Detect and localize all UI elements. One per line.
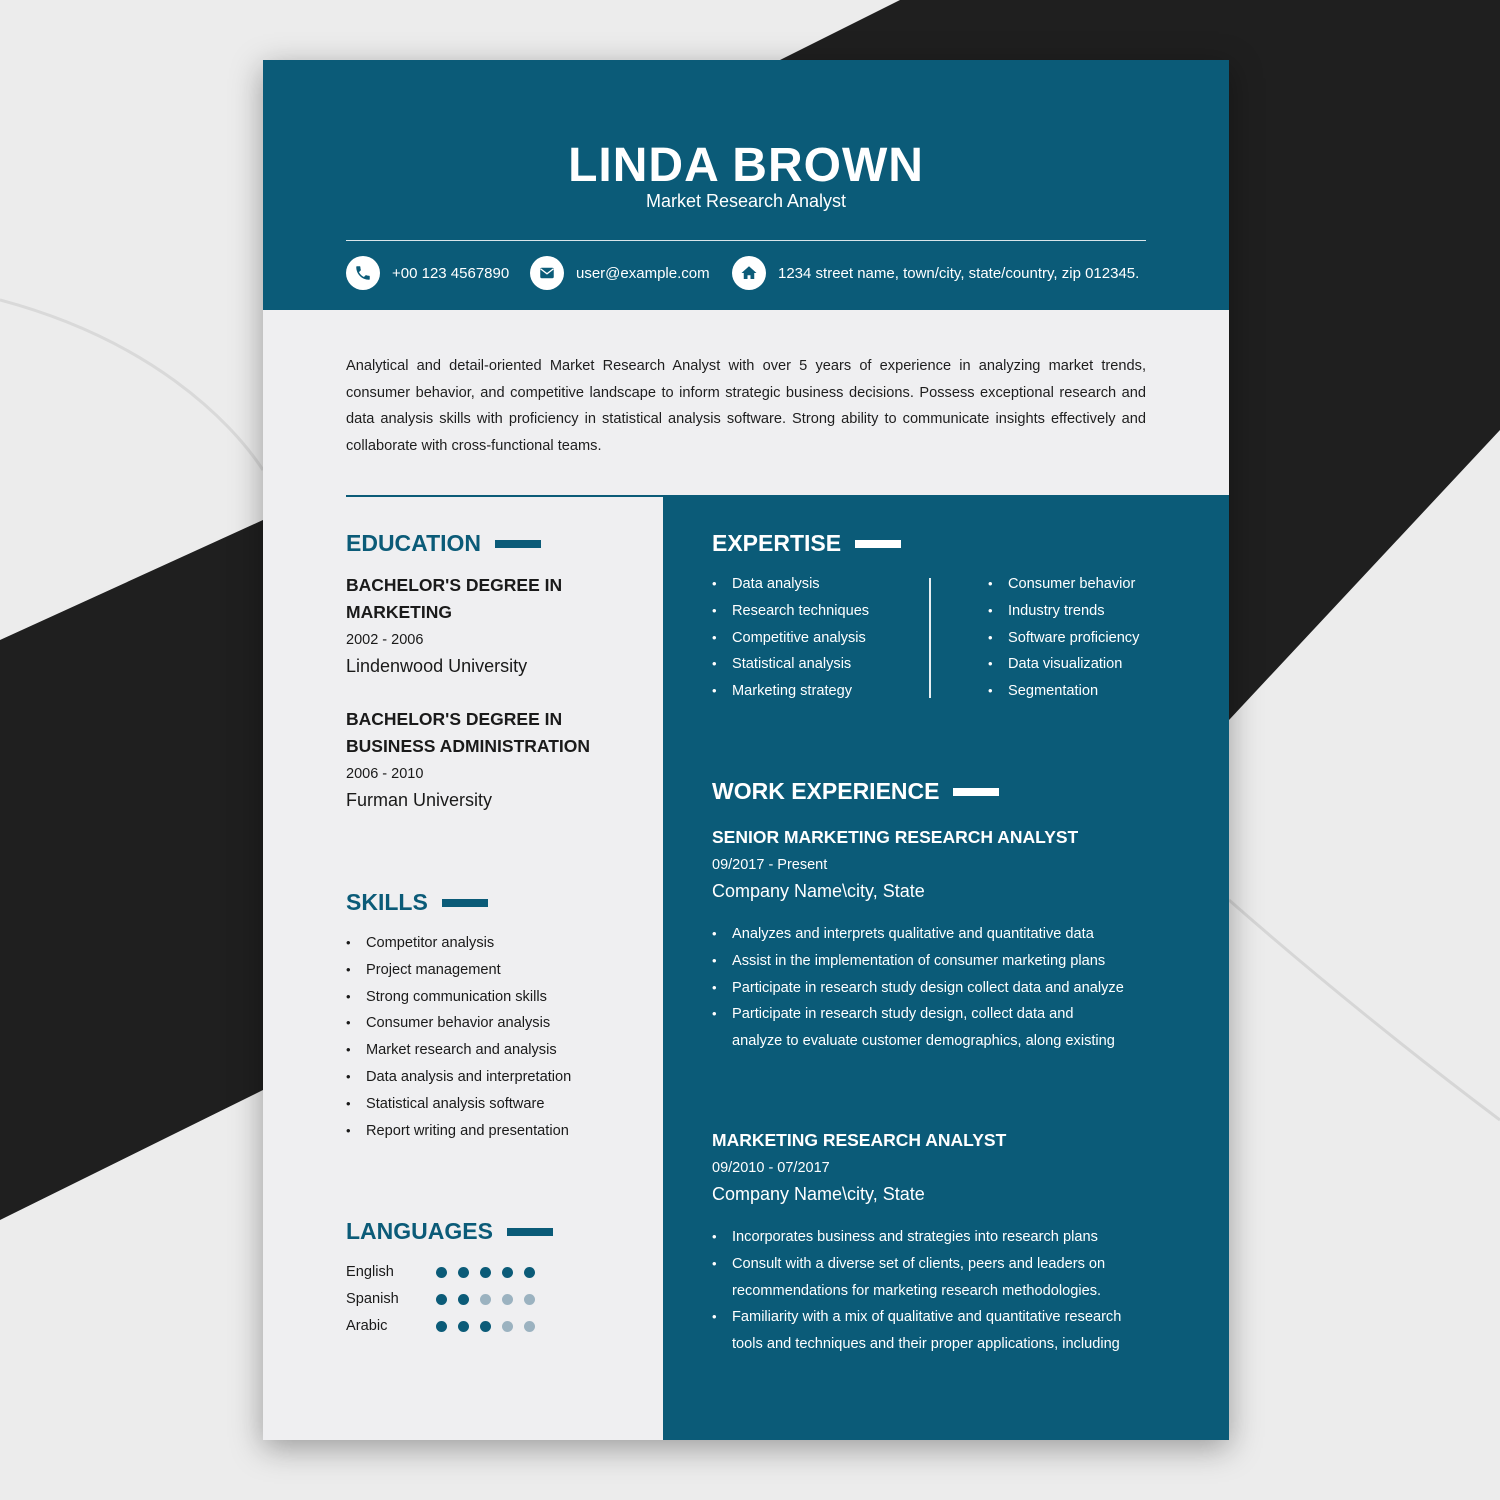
heading-accent-bar [495, 540, 541, 548]
skills-list [346, 930, 571, 1144]
rating-dot-filled [524, 1267, 535, 1278]
rating-dot-filled [458, 1294, 469, 1305]
contact-email[interactable] [530, 256, 710, 290]
job-duty-continuation: analyze to evaluate customer demographics, along existing [732, 1033, 1115, 1049]
job-title: SENIOR MARKETING RESEARCH ANALYST [712, 827, 1079, 847]
rating-dot-filled [436, 1294, 447, 1305]
home-icon [732, 256, 766, 290]
language-rating [436, 1294, 546, 1305]
heading-accent-bar [953, 788, 999, 796]
list-item: • Incorporates business and strategies into research plans [712, 1224, 1105, 1251]
rating-dot-filled [458, 1267, 469, 1278]
list-item: • Statistical analysis [712, 651, 869, 678]
list-item: • Competitor analysis [346, 930, 571, 957]
degree-years: 2002 - 2006 [346, 632, 424, 648]
address-text: 1234 street name, town/city, state/country, zip 012345. [778, 264, 1140, 282]
heading-accent-bar [507, 1228, 553, 1236]
rating-dot-filled [458, 1321, 469, 1332]
list-item: • Consult with a diverse set of clients, peers and leaders on [712, 1251, 1105, 1278]
degree-years: 2006 - 2010 [346, 766, 424, 782]
resume-page [263, 60, 1229, 1440]
rating-dot-filled [480, 1321, 491, 1332]
school-name: Furman University [346, 790, 493, 810]
job-company: Company Name\city, State [712, 1184, 925, 1204]
list-item: • Project management [346, 957, 571, 984]
language-name: Arabic [346, 1318, 388, 1334]
contact-address[interactable] [732, 256, 1139, 290]
degree-line: BACHELOR'S DEGREE IN [346, 709, 563, 729]
candidate-title: Market Research Analyst [645, 191, 847, 211]
job-duty-continuation: recommendations for marketing research methodologies. [732, 1282, 1102, 1299]
job-duty-continuation: tools and techniques and their proper applications, including [732, 1336, 1120, 1353]
candidate-name: LINDA BROWN [568, 139, 924, 192]
language-name: Spanish [346, 1291, 399, 1307]
rating-dot-empty [502, 1321, 513, 1332]
list-item: • Consumer behavior analysis [346, 1010, 571, 1037]
list-item: • Competitive analysis [712, 625, 869, 652]
job-title: MARKETING RESEARCH ANALYST [712, 1130, 1007, 1150]
job-dates: 09/2010 - 07/2017 [712, 1160, 830, 1176]
rating-dot-empty [480, 1294, 491, 1305]
education-heading [346, 530, 541, 557]
list-item: • Strong communication skills [346, 984, 571, 1011]
rating-dot-empty [502, 1294, 513, 1305]
language-rating [436, 1321, 546, 1332]
envelope-icon [530, 256, 564, 290]
expertise-list-right [988, 571, 1139, 705]
list-item: • Segmentation [988, 678, 1139, 705]
rating-dot-filled [436, 1267, 447, 1278]
job-company: Company Name\city, State [712, 881, 925, 901]
list-item: • Data analysis [712, 571, 869, 598]
school-name: Lindenwood University [346, 656, 528, 676]
resume-header [263, 60, 1229, 310]
degree-title [346, 572, 562, 626]
list-item: • Data analysis and interpretation [346, 1064, 571, 1091]
list-item: • Analyzes and interprets qualitative and quantitative data [712, 921, 1124, 948]
job-dates: 09/2017 - Present [712, 857, 828, 873]
left-column-rule [346, 495, 663, 497]
job-duties [712, 921, 1124, 1028]
list-item: • Software proficiency [988, 625, 1139, 652]
degree-line: BACHELOR'S DEGREE IN [346, 575, 563, 595]
degree-title [346, 706, 590, 760]
list-item: • Report writing and presentation [346, 1118, 571, 1145]
rating-dot-filled [502, 1267, 513, 1278]
rating-dot-empty [524, 1321, 535, 1332]
header-divider [346, 240, 1146, 241]
languages-heading [346, 1218, 553, 1245]
skills-heading [346, 889, 488, 916]
rating-dot-empty [524, 1294, 535, 1305]
job-duties [712, 1224, 1105, 1278]
work-experience-title: WORK EXPERIENCE [712, 778, 940, 804]
degree-line: MARKETING [346, 602, 452, 622]
expertise-list-left [712, 571, 869, 705]
list-item: • Data visualization [988, 651, 1139, 678]
list-item: • Statistical analysis software [346, 1091, 571, 1118]
heading-accent-bar [442, 899, 488, 907]
expertise-heading [712, 530, 901, 557]
expertise-divider [929, 578, 931, 698]
rating-dot-filled [480, 1267, 491, 1278]
profile-summary: Analytical and detail-oriented Market Research Analyst with over 5 years of experience in analyzing market trends, consumer behavior, and competitive landscape to inform strategic business decisions. Possess exceptional research and data analysis skills with proficiency in statistical analysis software. Strong ability to communicate insights effectively and collaborate with cross-functional teams. [346, 358, 1146, 455]
language-rating [436, 1267, 546, 1278]
rating-dot-filled [436, 1321, 447, 1332]
list-item: • Assist in the implementation of consumer marketing plans [712, 948, 1124, 975]
list-item: • Consumer behavior [988, 571, 1139, 598]
expertise-title: EXPERTISE [712, 530, 842, 556]
phone-icon [346, 256, 380, 290]
job-duties [712, 1304, 1121, 1331]
phone-text: +00 123 4567890 [392, 264, 510, 282]
education-title: EDUCATION [346, 530, 482, 556]
heading-accent-bar [855, 540, 901, 548]
work-experience-heading [712, 778, 999, 805]
contact-phone[interactable] [346, 256, 509, 290]
email-text: user@example.com [576, 264, 710, 282]
list-item: • Industry trends [988, 598, 1139, 625]
languages-title: LANGUAGES [346, 1218, 493, 1244]
skills-title: SKILLS [346, 889, 428, 915]
list-item: • Research techniques [712, 598, 869, 625]
list-item: • Familiarity with a mix of qualitative and quantitative research [712, 1304, 1121, 1331]
list-item: • Marketing strategy [712, 678, 869, 705]
list-item: • Participate in research study design collect data and analyze [712, 975, 1124, 1002]
list-item: • Participate in research study design, collect data and [712, 1001, 1124, 1028]
language-name: English [346, 1264, 394, 1280]
degree-line: BUSINESS ADMINISTRATION [346, 736, 591, 756]
list-item: • Market research and analysis [346, 1037, 571, 1064]
